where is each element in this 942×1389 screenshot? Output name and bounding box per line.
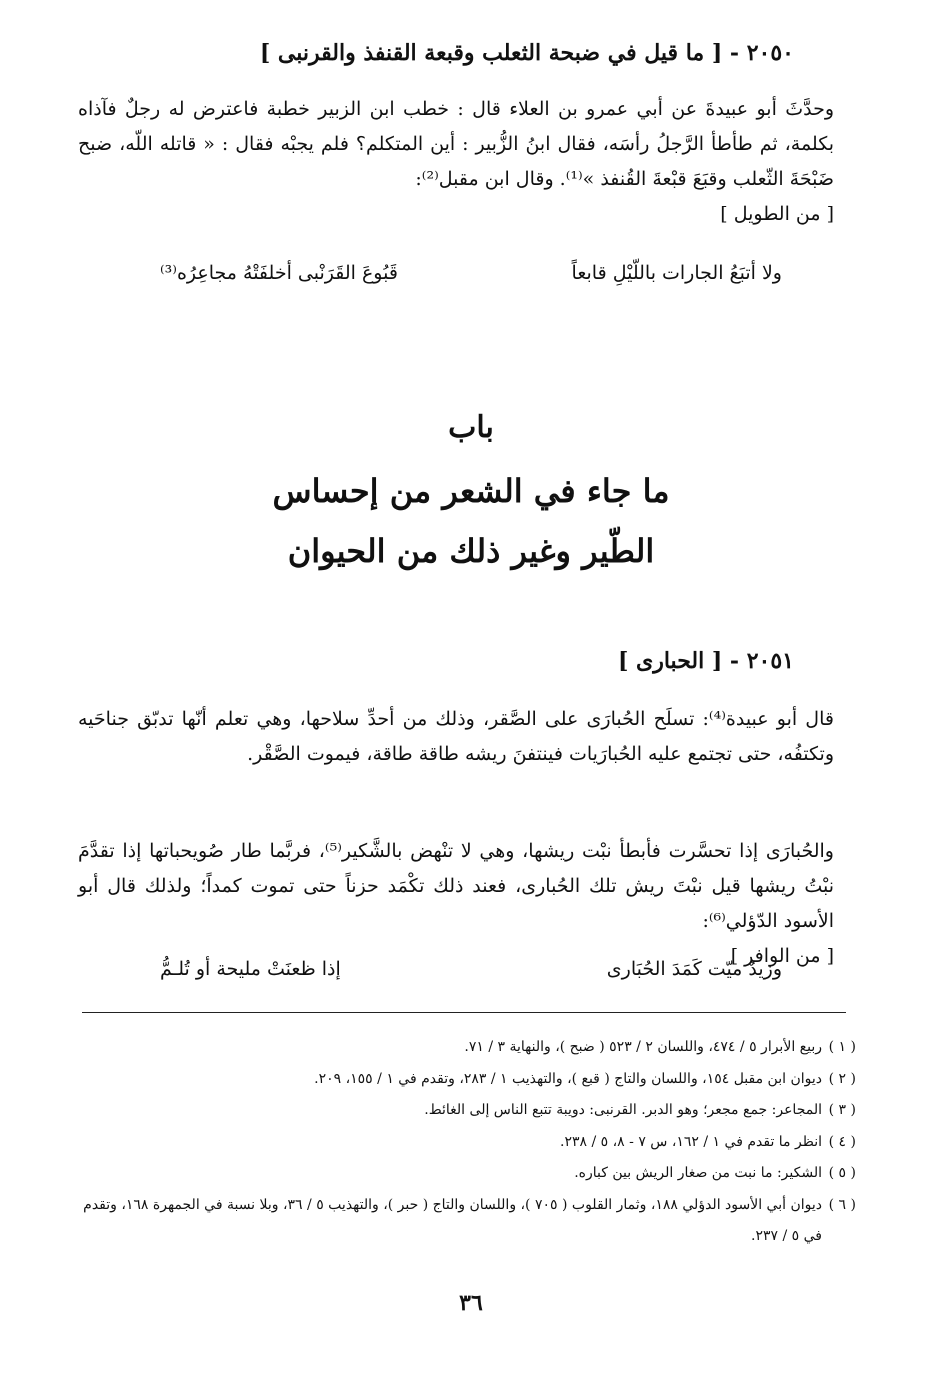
verse-hemistich-2: قَبُوعَ القَرَنْبى أخلفَتْهُ مجاعِرُه⁽³⁾ <box>160 262 398 284</box>
footnote-number: ( ١ ) <box>828 1039 856 1055</box>
entry-2051-heading: ٢٠٥١ - [ الحبارى ] <box>617 648 794 674</box>
footnote-item <box>82 1158 856 1190</box>
footnote-text: ديوان أبي الأسود الدؤلي ١٨٨، وثمار القلوب ( ٧٠٥ )، واللسان والتاج ( حبر )، والتهذيب ٥ / ٣٦، وبلا نسبة في الجمهرة ١٦٨، وتقدم في ٥ / ٢٣٧. <box>83 1196 822 1244</box>
footnotes <box>82 1032 856 1253</box>
entry-2051-paragraph-1 <box>78 702 834 772</box>
entry-2051-paragraph-2 <box>78 834 834 974</box>
verse-hemistich-1: ولا أتبَعُ الجارات باللّيْلِ قابعاً <box>571 262 782 284</box>
entry-2050-meter: [ من الطويل ] <box>720 203 834 225</box>
entry-2051-paragraph-1-text: قال أبو عبيدة⁽⁴⁾: تسلَح الحُبارَى على الصَّقر، وذلك من أحدِّ سلاحها، وهي تعلم أنّها تدبّق جناحَيه وتكتفُه، حتى تجتمع عليه الحُبارَيات فينتفنَ ريشه طاقة طاقة، فيموت الصَّقْر. <box>78 708 834 765</box>
footnote-number: ( ٦ ) <box>828 1196 856 1213</box>
footnote-text: ديوان ابن مقبل ١٥٤، واللسان والتاج ( قبع )، والتهذيب ١ / ٢٨٣، وتقدم في ١ / ١٥٥، ٢٠٩. <box>314 1070 822 1087</box>
chapter-title-line-2: الطّير وغير ذلك من الحيوان <box>287 532 655 570</box>
entry-2051-paragraph-2-text: والحُبارَى إذا تحسَّرت فأبطأ نبْت ريشها، وهي لا تنْهض بالشَّكير⁽⁵⁾، فربَّما طار صُويحباتها إذا تقدَّمَ نبْتُ ريشها قيل نبْتَ ريش تلك الحُبارى، فعند ذلك تكْمَد حزناً حتى تموت كمداً؛ ولذلك قال أبو الأسود الدّؤلي⁽⁶⁾: <box>78 840 834 932</box>
footnote-item <box>82 1064 856 1096</box>
entry-2050-heading: ٢٠٥٠ - [ ما قيل في ضبحة الثعلب وقبعة القنفذ والقرنبى ] <box>259 40 794 66</box>
footnote-text: انظر ما تقدم في ١ / ١٦٢، س ٧ - ٨، ٥ / ٢٣٨. <box>560 1133 822 1150</box>
footnote-text: الشكير: ما نبت من صغار الريش بين كباره. <box>574 1165 822 1181</box>
footnote-item <box>82 1127 856 1159</box>
verse-hemistich-2: إذا ظعنَتْ مليحة أو تُلـمُّ <box>160 958 341 980</box>
footnote-number: ( ٥ ) <box>828 1165 856 1181</box>
footnote-text: ربيع الأبرار ٥ / ٤٧٤، واللسان ٢ / ٥٢٣ ( ضبح )، والنهاية ٣ / ٧١. <box>464 1039 822 1055</box>
footnote-item <box>82 1032 856 1064</box>
entry-2051-verse <box>150 958 792 992</box>
footnote-number: ( ٢ ) <box>828 1070 856 1087</box>
entry-2050-body <box>78 92 834 232</box>
footnote-text: المجاعر: جمع مجعر؛ وهو الدبر. القرنبى: دويبة تتبع الناس إلى الغائط. <box>424 1102 822 1118</box>
page-number: ٣٦ <box>459 1290 483 1316</box>
footnote-number: ( ٣ ) <box>828 1102 856 1118</box>
entry-2050-paragraph: وحدَّثَ أبو عبيدةَ عن أبي عمرو بن العلاء قال : خطب ابن الزبير خطبة فاعترض له رجلٌ فآذاه بكلمة، ثم طأطأ الرَّجلُ رأسَه، فقال ابنُ الزُّبير : أين المتكلم؟ فلم يجبْه فقال : « قاتله اللّه، ضبح ضَبْحَةَ الثّعلب وقبَعَ قبْعةَ القُنفذ »⁽¹⁾. وقال ابن مقبل⁽²⁾: <box>78 98 834 190</box>
entry-2051-meter: [ من الوافر ] <box>730 945 834 967</box>
footnote-number: ( ٤ ) <box>828 1133 856 1150</box>
footnote-item <box>82 1095 856 1127</box>
entry-2050-verse <box>150 262 792 296</box>
chapter-title-line-1: ما جاء في الشعر من إحساس <box>272 472 670 510</box>
chapter-label: باب <box>448 410 494 445</box>
footnote-divider <box>82 1012 846 1013</box>
verse-hemistich-1: وزيدٌ ميّت كَمَدَ الحُبَارى <box>606 958 782 980</box>
footnote-item <box>82 1190 856 1253</box>
